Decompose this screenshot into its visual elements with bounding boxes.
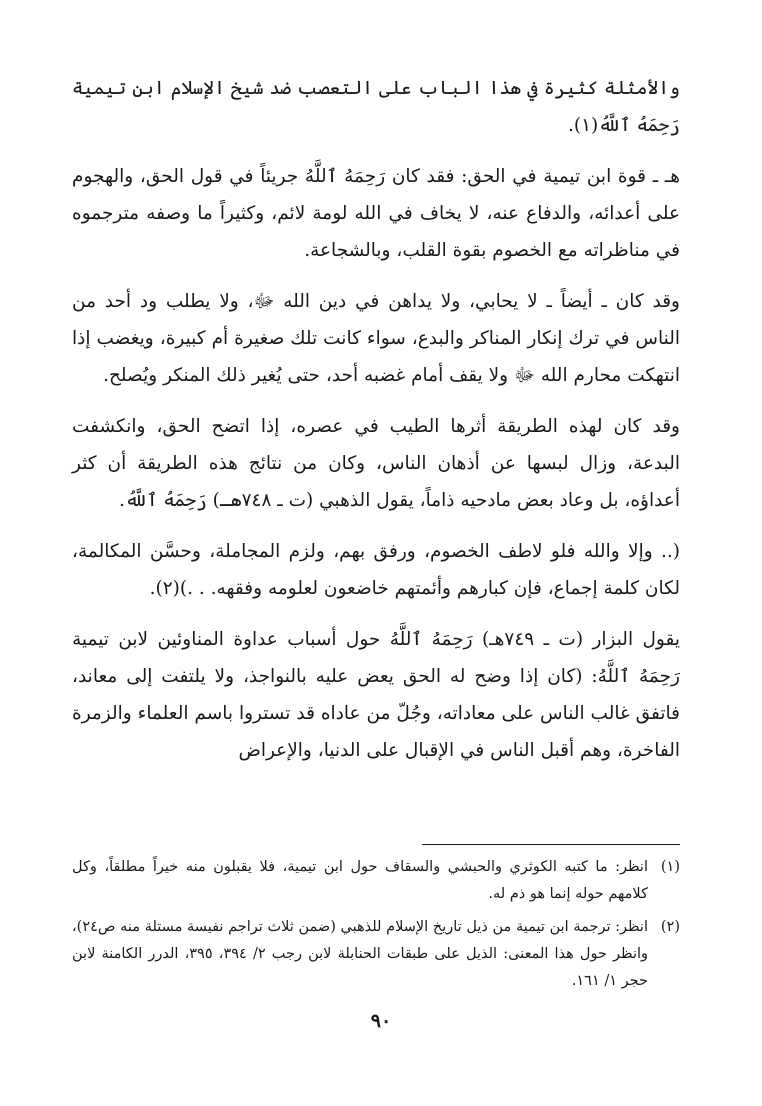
footnote-divider (422, 844, 680, 845)
paragraph-1: والأمثلة كثيرة في هذا الباب على التعصب ضد شيخ الإسلام ابن تيمية رَحِمَهُ ٱللَّهُ(١). (72, 78, 680, 136)
footnote-1 (72, 854, 680, 908)
paragraph-3: وقد كان ـ أيضاً ـ لا يحابي، ولا يداهن في دين الله ﷻ، ولا يطلب ود أحد من الناس في ترك إنكار المناكر والبدع، سواء كانت تلك صغيرة أم كبيرة، ويغضب إذا انتهكت محارم الله ﷻ ولا يقف أمام غضبه أحد، حتى يُغير ذلك المنكر ويُصلح. (72, 291, 680, 386)
paragraph-5-quote: (.. وإلا والله فلو لاطف الخصوم، ورفق بهم، ولزم المجاملة، وحسَّن المكالمة، لكان كلمة إجماع، فإن كبارهم وأئمتهم خاضعون لعلومه وفقهه. . .)(٢). (72, 541, 680, 599)
footnotes (72, 854, 680, 1001)
paragraph-2: هـ ـ قوة ابن تيمية في الحق: فقد كان رَحِمَهُ ٱللَّهُ جريئاً في قول الحق، والهجوم على أعدائه، والدفاع عنه، لا يخاف في الله لومة لائم، وكثيراً ما وصفه مترجموه في مناظراته مع الخصوم بقوة القلب، وبالشجاعة. (72, 166, 680, 261)
footnote-2 (72, 914, 680, 995)
body-text (72, 70, 680, 783)
footnote-text: انظر: ترجمة ابن تيمية من ذيل تاريخ الإسلام للذهبي (ضمن ثلاث تراجم نفيسة مستلة منه ص٢٤)، وانظر حول هذا المعنى: الذيل على طبقات الحنابلة لابن رجب ٢/ ٣٩٤، ٣٩٥، الدرر الكامنة لابن حجر ١/ ١٦١. (72, 919, 649, 989)
footnote-marker: (٢) (660, 919, 680, 935)
paragraph-4: وقد كان لهذه الطريقة أثرها الطيب في عصره، إذا اتضح الحق، وانكشفت البدعة، وزال لبسها عن أذهان الناس، وكان من نتائج هذه الطريقة أن كثر أعداؤه، بل وعاد بعض مادحيه ذاماً، يقول الذهبي (ت ـ ٧٤٨هـ) رَحِمَهُ ٱللَّهُ. (72, 416, 680, 511)
paragraph-6: يقول البزار (ت ـ ٧٤٩هـ) رَحِمَهُ ٱللَّهُ حول أسباب عداوة المناوئين لابن تيمية رَحِمَهُ ٱللَّهُ: (كان إذا وضح له الحق يعض عليه بالنواجذ، ولا يلتفت إلى معاند، فاتفق غالب الناس على معاداته، وجُلّ من عاداه قد تستروا باسم العلماء والزمرة الفاخرة، وهم أقبل الناس في الإقبال على الدنيا، والإعراض (72, 629, 680, 761)
footnote-text: انظر: ما كتبه الكوثري والحبشي والسقاف حول ابن تيمية، فلا يقبلون منه خيراً مطلقاً، وكل كلامهم حوله إنما هو ذم له. (72, 859, 648, 902)
page-number: ٩٠ (370, 1010, 392, 1032)
footnote-marker: (١) (660, 859, 680, 875)
